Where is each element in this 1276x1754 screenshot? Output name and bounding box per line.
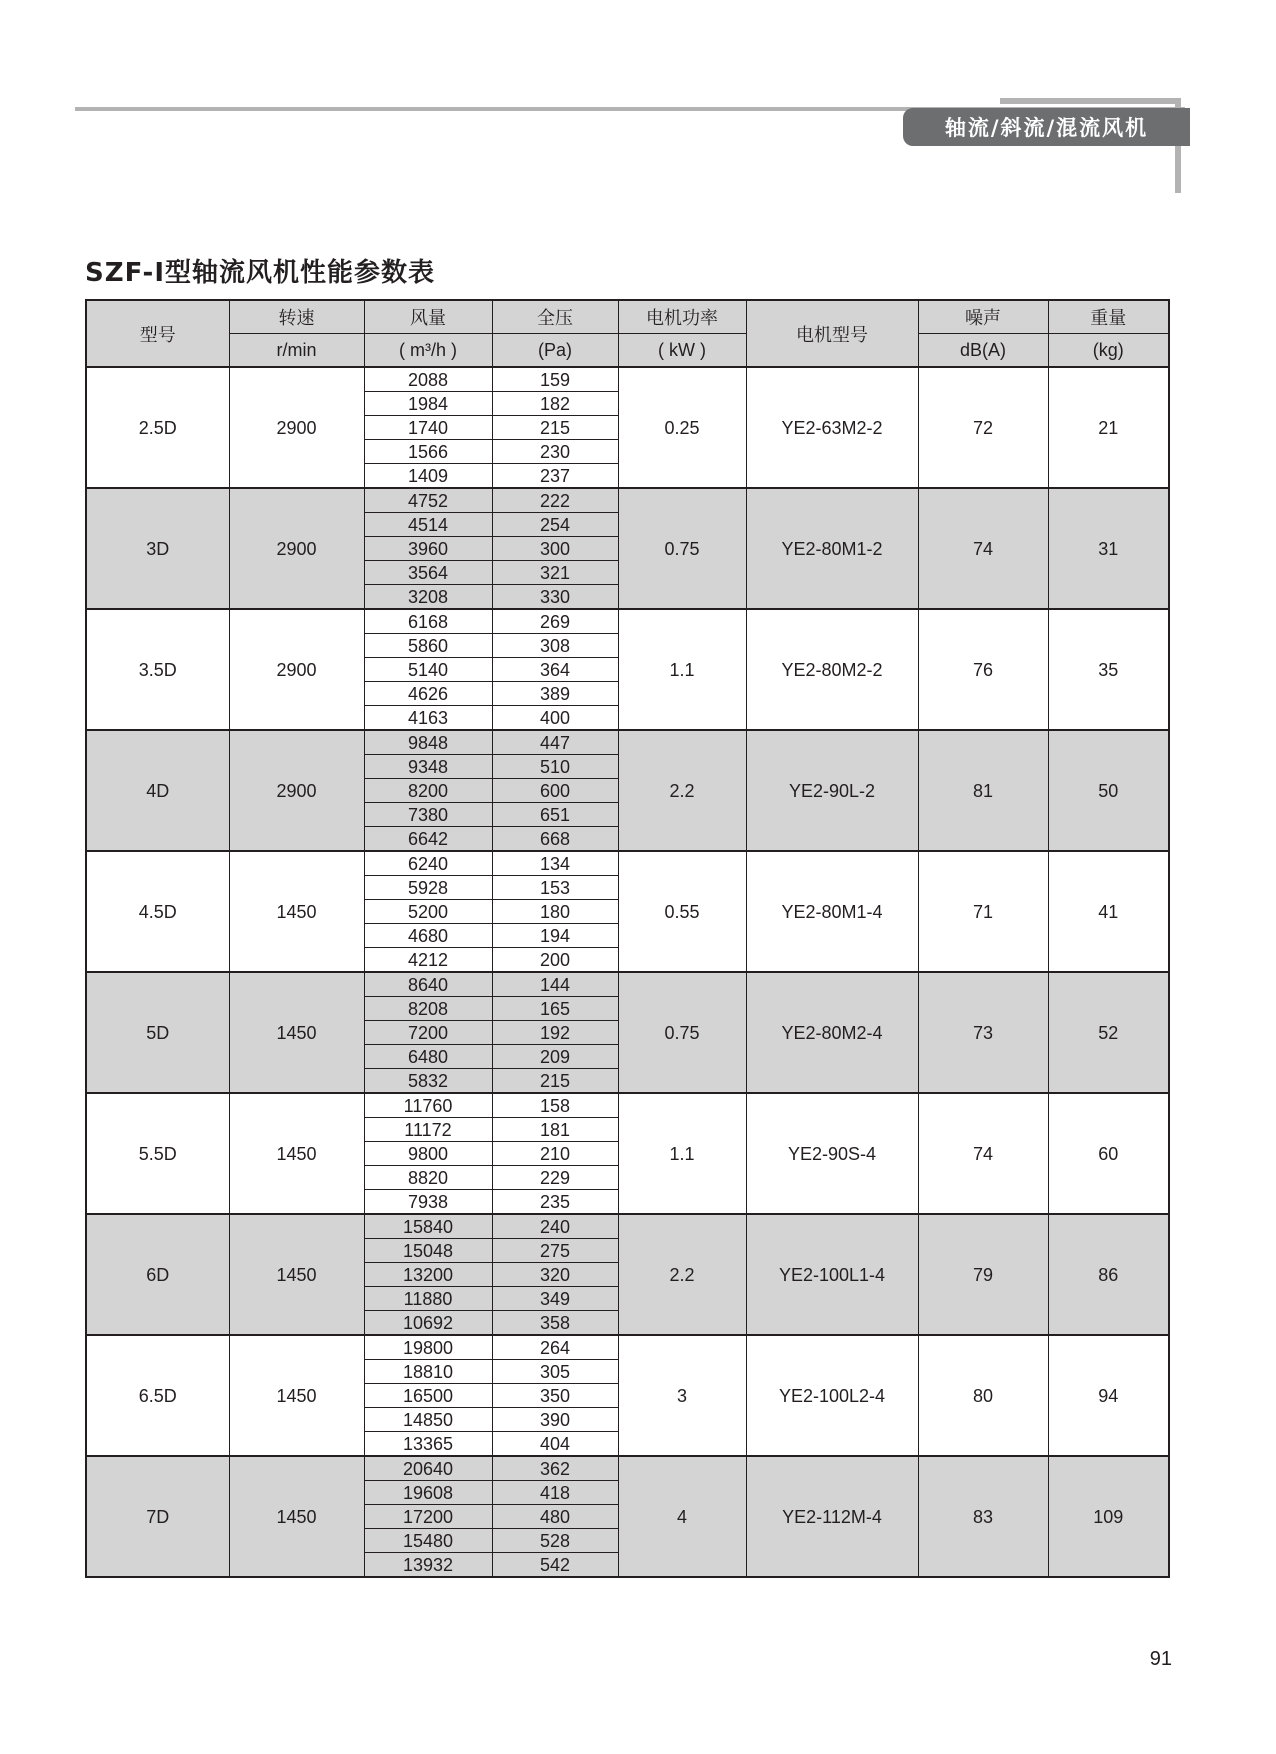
motor-cell: YE2-90L-2 (746, 730, 918, 851)
pressure-cell: 528 (492, 1529, 618, 1553)
pressure-cell: 418 (492, 1481, 618, 1505)
pressure-cell: 308 (492, 634, 618, 658)
airflow-cell: 13365 (364, 1432, 492, 1457)
power-cell: 1.1 (618, 1093, 746, 1214)
table-row (86, 851, 1169, 876)
pressure-cell: 240 (492, 1214, 618, 1239)
airflow-cell: 17200 (364, 1505, 492, 1529)
airflow-cell: 6642 (364, 827, 492, 852)
airflow-cell: 5928 (364, 876, 492, 900)
weight-cell: 31 (1048, 488, 1169, 609)
power-cell: 0.55 (618, 851, 746, 972)
noise-cell: 74 (918, 488, 1048, 609)
motor-cell: YE2-80M2-4 (746, 972, 918, 1093)
performance-table (85, 299, 1170, 1578)
pressure-cell: 358 (492, 1311, 618, 1336)
pressure-cell: 510 (492, 755, 618, 779)
pressure-cell: 165 (492, 997, 618, 1021)
pressure-cell: 182 (492, 392, 618, 416)
table-row (86, 488, 1169, 513)
airflow-cell: 15048 (364, 1239, 492, 1263)
model-group (86, 1214, 1169, 1335)
airflow-cell: 1740 (364, 416, 492, 440)
section-tab (903, 108, 1190, 146)
table-header (86, 300, 1169, 367)
weight-cell: 60 (1048, 1093, 1169, 1214)
pressure-cell: 651 (492, 803, 618, 827)
pressure-cell: 215 (492, 416, 618, 440)
noise-cell: 79 (918, 1214, 1048, 1335)
airflow-cell: 8820 (364, 1166, 492, 1190)
speed-cell: 1450 (229, 1456, 364, 1577)
model-cell: 4D (86, 730, 229, 851)
model-group (86, 851, 1169, 972)
pressure-cell: 390 (492, 1408, 618, 1432)
airflow-cell: 4752 (364, 488, 492, 513)
table-row (86, 1456, 1169, 1481)
pressure-cell: 447 (492, 730, 618, 755)
airflow-cell: 19608 (364, 1481, 492, 1505)
noise-cell: 81 (918, 730, 1048, 851)
model-cell: 3D (86, 488, 229, 609)
pressure-cell: 389 (492, 682, 618, 706)
airflow-cell: 4680 (364, 924, 492, 948)
page-title: SZF-I型轴流风机性能参数表 (85, 258, 436, 288)
model-group (86, 609, 1169, 730)
pressure-cell: 235 (492, 1190, 618, 1215)
model-cell: 7D (86, 1456, 229, 1577)
motor-cell: YE2-80M1-2 (746, 488, 918, 609)
airflow-cell: 1984 (364, 392, 492, 416)
speed-cell: 1450 (229, 1335, 364, 1456)
pressure-cell: 192 (492, 1021, 618, 1045)
model-cell: 3.5D (86, 609, 229, 730)
pressure-cell: 158 (492, 1093, 618, 1118)
model-group (86, 1335, 1169, 1456)
airflow-cell: 3960 (364, 537, 492, 561)
airflow-cell: 7200 (364, 1021, 492, 1045)
weight-cell: 86 (1048, 1214, 1169, 1335)
weight-cell: 35 (1048, 609, 1169, 730)
speed-cell: 1450 (229, 1214, 364, 1335)
airflow-cell: 11760 (364, 1093, 492, 1118)
airflow-cell: 10692 (364, 1311, 492, 1336)
pressure-cell: 320 (492, 1263, 618, 1287)
motor-cell: YE2-63M2-2 (746, 367, 918, 488)
pressure-cell: 215 (492, 1069, 618, 1094)
speed-cell: 1450 (229, 851, 364, 972)
motor-cell: YE2-112M-4 (746, 1456, 918, 1577)
airflow-cell: 13200 (364, 1263, 492, 1287)
table-row (86, 367, 1169, 392)
airflow-cell: 2088 (364, 367, 492, 392)
noise-cell: 71 (918, 851, 1048, 972)
pressure-cell: 305 (492, 1360, 618, 1384)
pressure-cell: 321 (492, 561, 618, 585)
power-cell: 2.2 (618, 730, 746, 851)
pressure-cell: 362 (492, 1456, 618, 1481)
pressure-cell: 229 (492, 1166, 618, 1190)
speed-cell: 2900 (229, 730, 364, 851)
pressure-cell: 330 (492, 585, 618, 610)
speed-cell: 1450 (229, 972, 364, 1093)
table-row (86, 1093, 1169, 1118)
pressure-cell: 230 (492, 440, 618, 464)
airflow-cell: 9800 (364, 1142, 492, 1166)
airflow-cell: 4626 (364, 682, 492, 706)
airflow-cell: 15840 (364, 1214, 492, 1239)
power-cell: 0.75 (618, 972, 746, 1093)
pressure-cell: 600 (492, 779, 618, 803)
unit-speed: r/min (229, 334, 364, 368)
airflow-cell: 11172 (364, 1118, 492, 1142)
power-cell: 3 (618, 1335, 746, 1456)
model-group (86, 972, 1169, 1093)
header-power: 电机功率 (618, 300, 746, 334)
noise-cell: 80 (918, 1335, 1048, 1456)
header-corner-bracket-top (1000, 98, 1181, 104)
unit-noise: dB(A) (918, 334, 1048, 368)
header-airflow: 风量 (364, 300, 492, 334)
table-row (86, 730, 1169, 755)
power-cell: 0.25 (618, 367, 746, 488)
airflow-cell: 5860 (364, 634, 492, 658)
unit-weight: (kg) (1048, 334, 1169, 368)
pressure-cell: 181 (492, 1118, 618, 1142)
noise-cell: 83 (918, 1456, 1048, 1577)
model-group (86, 1456, 1169, 1577)
model-group (86, 730, 1169, 851)
airflow-cell: 4163 (364, 706, 492, 731)
page-number: 91 (1149, 1648, 1172, 1670)
pressure-cell: 350 (492, 1384, 618, 1408)
pressure-cell: 668 (492, 827, 618, 852)
pressure-cell: 269 (492, 609, 618, 634)
unit-pressure: (Pa) (492, 334, 618, 368)
airflow-cell: 20640 (364, 1456, 492, 1481)
power-cell: 2.2 (618, 1214, 746, 1335)
header-model: 型号 (86, 300, 229, 367)
speed-cell: 2900 (229, 488, 364, 609)
pressure-cell: 180 (492, 900, 618, 924)
airflow-cell: 4212 (364, 948, 492, 973)
pressure-cell: 209 (492, 1045, 618, 1069)
section-tab-label: 轴流/斜流/混流风机 (944, 116, 1149, 140)
airflow-cell: 5832 (364, 1069, 492, 1094)
pressure-cell: 275 (492, 1239, 618, 1263)
pressure-cell: 153 (492, 876, 618, 900)
airflow-cell: 1566 (364, 440, 492, 464)
pressure-cell: 254 (492, 513, 618, 537)
model-cell: 5D (86, 972, 229, 1093)
airflow-cell: 13932 (364, 1553, 492, 1578)
airflow-cell: 7938 (364, 1190, 492, 1215)
pressure-cell: 349 (492, 1287, 618, 1311)
pressure-cell: 144 (492, 972, 618, 997)
header-noise: 噪声 (918, 300, 1048, 334)
header-pressure: 全压 (492, 300, 618, 334)
airflow-cell: 11880 (364, 1287, 492, 1311)
header-motor: 电机型号 (746, 300, 918, 367)
weight-cell: 50 (1048, 730, 1169, 851)
table-row (86, 972, 1169, 997)
speed-cell: 2900 (229, 609, 364, 730)
weight-cell: 109 (1048, 1456, 1169, 1577)
pressure-cell: 210 (492, 1142, 618, 1166)
pressure-cell: 264 (492, 1335, 618, 1360)
model-group (86, 488, 1169, 609)
airflow-cell: 5200 (364, 900, 492, 924)
header-weight: 重量 (1048, 300, 1169, 334)
airflow-cell: 14850 (364, 1408, 492, 1432)
airflow-cell: 8640 (364, 972, 492, 997)
motor-cell: YE2-80M1-4 (746, 851, 918, 972)
pressure-cell: 480 (492, 1505, 618, 1529)
pressure-cell: 400 (492, 706, 618, 731)
motor-cell: YE2-100L2-4 (746, 1335, 918, 1456)
power-cell: 4 (618, 1456, 746, 1577)
airflow-cell: 6240 (364, 851, 492, 876)
pressure-cell: 364 (492, 658, 618, 682)
pressure-cell: 222 (492, 488, 618, 513)
pressure-cell: 404 (492, 1432, 618, 1457)
speed-cell: 1450 (229, 1093, 364, 1214)
airflow-cell: 5140 (364, 658, 492, 682)
airflow-cell: 15480 (364, 1529, 492, 1553)
pressure-cell: 300 (492, 537, 618, 561)
power-cell: 0.75 (618, 488, 746, 609)
model-cell: 4.5D (86, 851, 229, 972)
model-cell: 2.5D (86, 367, 229, 488)
airflow-cell: 3208 (364, 585, 492, 610)
motor-cell: YE2-100L1-4 (746, 1214, 918, 1335)
airflow-cell: 8200 (364, 779, 492, 803)
unit-power: ( kW ) (618, 334, 746, 368)
table-row (86, 1335, 1169, 1360)
model-cell: 6D (86, 1214, 229, 1335)
airflow-cell: 8208 (364, 997, 492, 1021)
noise-cell: 72 (918, 367, 1048, 488)
airflow-cell: 6480 (364, 1045, 492, 1069)
weight-cell: 21 (1048, 367, 1169, 488)
airflow-cell: 9848 (364, 730, 492, 755)
power-cell: 1.1 (618, 609, 746, 730)
noise-cell: 74 (918, 1093, 1048, 1214)
airflow-cell: 4514 (364, 513, 492, 537)
airflow-cell: 16500 (364, 1384, 492, 1408)
motor-cell: YE2-80M2-2 (746, 609, 918, 730)
pressure-cell: 159 (492, 367, 618, 392)
speed-cell: 2900 (229, 367, 364, 488)
pressure-cell: 194 (492, 924, 618, 948)
pressure-cell: 200 (492, 948, 618, 973)
airflow-cell: 6168 (364, 609, 492, 634)
airflow-cell: 1409 (364, 464, 492, 489)
header-speed: 转速 (229, 300, 364, 334)
airflow-cell: 7380 (364, 803, 492, 827)
pressure-cell: 237 (492, 464, 618, 489)
model-group (86, 1093, 1169, 1214)
airflow-cell: 19800 (364, 1335, 492, 1360)
airflow-cell: 3564 (364, 561, 492, 585)
pressure-cell: 542 (492, 1553, 618, 1578)
unit-airflow: ( m³/h ) (364, 334, 492, 368)
noise-cell: 76 (918, 609, 1048, 730)
model-cell: 5.5D (86, 1093, 229, 1214)
noise-cell: 73 (918, 972, 1048, 1093)
model-cell: 6.5D (86, 1335, 229, 1456)
weight-cell: 41 (1048, 851, 1169, 972)
weight-cell: 94 (1048, 1335, 1169, 1456)
airflow-cell: 18810 (364, 1360, 492, 1384)
table-row (86, 609, 1169, 634)
pressure-cell: 134 (492, 851, 618, 876)
airflow-cell: 9348 (364, 755, 492, 779)
table-row (86, 1214, 1169, 1239)
model-group (86, 367, 1169, 488)
motor-cell: YE2-90S-4 (746, 1093, 918, 1214)
weight-cell: 52 (1048, 972, 1169, 1093)
